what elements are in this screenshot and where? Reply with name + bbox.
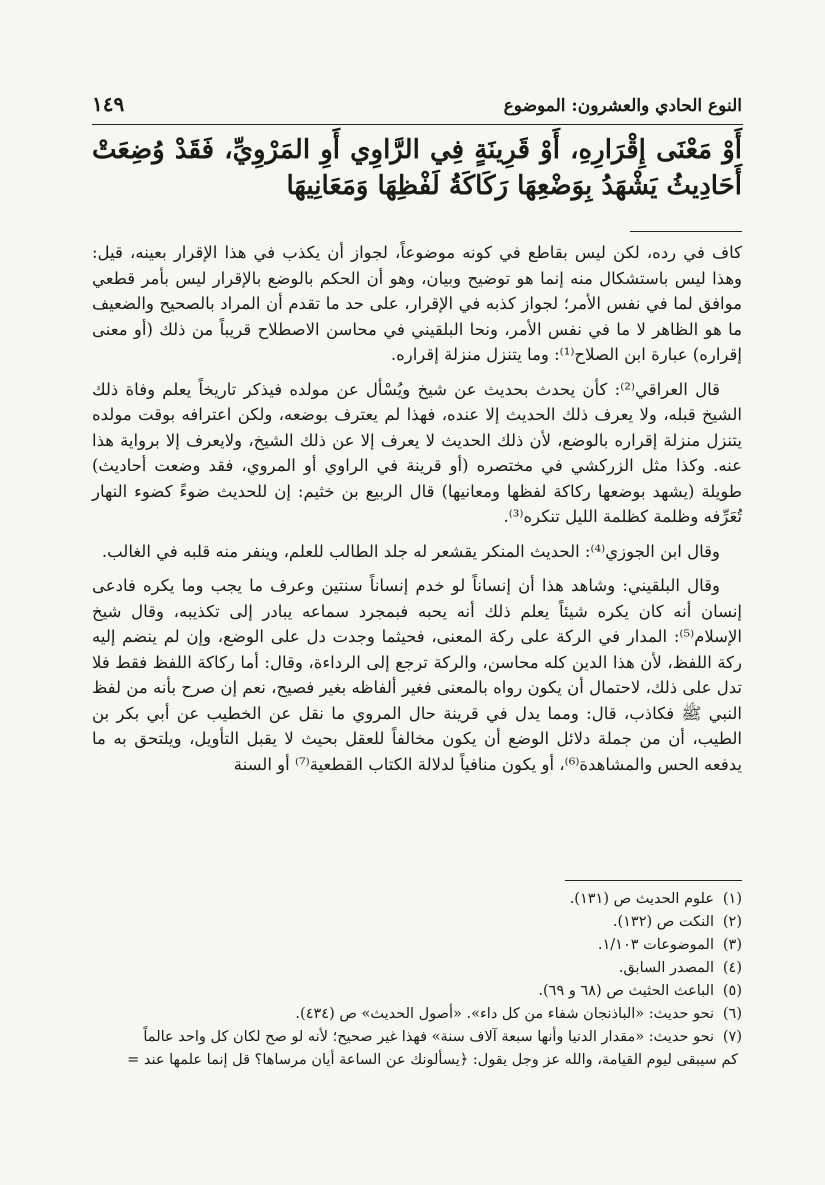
footnote	[92, 1003, 742, 1026]
footnote-text: نحو حديث: «مقدار الدنيا وأنها سبعة آلاف سنة» فهذا غير صحيح؛ لأنه لو صح لكان كل واحد عالماً	[143, 1029, 714, 1045]
footnote	[92, 888, 742, 911]
commentary-paragraph: قال العراقي⁽²⁾: كأن يحدث بحديث عن شيخ ويُسْأل عن مولده فيذكر تاريخاً يعلم وفاة ذلك الشيخ قبله، ولا يعرف ذلك الحديث إلا عنده، فهذا لم يعترف بوضعه، ولكن اعترافه بوقت مولده يتنزل منزلة إقراره بالوضع، لأن ذلك الحديث لا يعرف إلا عن ذلك الشيخ، ولايعرف إلا برواية هذا عنه. وكذا مثل الزركشي في مختصره (أو قرينة في الراوي أو المروي، فقد وضعت أحاديث) طويلة (يشهد بوضعها ركاكة لفظها ومعانيها) قال الربيع بن خثيم: إن للحديث ضوءً كضوء النهار تُعَرِّفه وظلمة كظلمة الليل تنكره⁽³⁾.	[92, 379, 742, 526]
page-number: ١٤٩	[92, 92, 125, 116]
footnotes	[92, 888, 742, 1072]
footnote-number: (٧)	[722, 1029, 742, 1045]
footnote-text: نحو حديث: «الباذنجان شفاء من كل داء». «أصول الحديث» ص (٤٣٤).	[295, 1006, 714, 1022]
footnote	[92, 934, 742, 957]
commentary-body	[92, 240, 742, 786]
footnote	[92, 911, 742, 934]
footnote-number: (١)	[722, 891, 742, 907]
footnote-number: (٣)	[722, 937, 742, 953]
footnote	[92, 957, 742, 980]
footnote-text: الباعث الحثيث ص (٦٨ و ٦٩).	[538, 983, 714, 999]
footnote-number: (٦)	[722, 1006, 742, 1022]
commentary-paragraph: كاف في رده، لكن ليس بقاطع في كونه موضوعاً، لجواز أن يكذب في هذا الإقرار بعينه، قيل: وهذا ليس باستشكال منه إنما هو توضيح وبيان، وهو أن الحكم بالوضع بالإقرار ليس بأمر قطعي موافق لما في نفس الأمر؛ لجواز كذبه في الإقرار، على حد ما تقدم أن المراد بالصحيح والضعيف ما هو الظاهر لا ما في نفس الأمر، ونحا البلقيني في محاسن الاصطلاح قريباً من ذلك (أو معنى إقراره) عبارة ابن الصلاح⁽¹⁾: وما يتنزل منزلة إقراره.	[92, 243, 742, 364]
footnotes-separator	[565, 880, 742, 881]
footnote-text: النكت ص (١٣٢).	[612, 914, 714, 930]
running-title: النوع الحادي والعشرون: الموضوع	[503, 96, 742, 116]
footnote-number: (٥)	[722, 983, 742, 999]
commentary-paragraph: وقال البلقيني: وشاهد هذا أن إنساناً لو خدم إنساناً سنتين وعرف ما يجب وما يكره فادعى إنسان أنه كان يكره شيئاً يعلم ذلك أنه يحبه فبمجرد سماعه يبادر إلى تكذيبه، وقال شيخ الإسلام⁽⁵⁾: المدار في الركة على ركة المعنى، فحيثما وجدت دل على الوضع، وإن لم ينضم إليه ركة اللفظ، لأن هذا الدين كله محاسن، والركة ترجع إلى الرداءة، وقال: أما ركاكة اللفظ فقط فلا تدل على ذلك، لاحتمال أن يكون رواه بالمعنى فغير ألفاظه بغير فصيح، نعم إن صرح بأنه من لفظ النبي ﷺ فكاذب، قال: ومما يدل في قرينة حال المروي ما نقل عن الخطيب عن أبي بكر بن الطيب، أن من جملة دلائل الوضع أن يكون مخالفاً للعقل بحيث لا يقبل التأويل، ويلتحق به ما يدفعه الحس والمشاهدة⁽⁶⁾، أو يكون منافياً لدلالة الكتاب القطعية⁽⁷⁾ أو السنة	[92, 576, 742, 774]
footnote	[92, 1026, 742, 1049]
footnote-number: (٢)	[722, 914, 742, 930]
header-rule	[92, 124, 743, 125]
footnote-continuation: كم سيبقى ليوم القيامة، والله عز وجل يقول: ﴿يسألونك عن الساعة أيان مرساها؟ قل إنما علمها عند =	[127, 1052, 738, 1068]
footnote-number: (٤)	[722, 960, 742, 976]
commentary-paragraph: وقال ابن الجوزي⁽⁴⁾: الحديث المنكر يقشعر له جلد الطالب للعلم، وينفر منه قلبه في الغالب.	[101, 541, 720, 561]
page-header	[92, 92, 742, 124]
matn-text: أَوْ مَعْنَى إِقْرَارِهِ، أَوْ قَرِينَةٍ فِي الرَّاوِي أَوِ المَرْوِيِّ، فَقَدْ وُضِعَتْ أَحَادِيثُ يَشْهَدُ بِوَضْعِهَا رَكَاكَةُ لَفْظِهَا وَمَعَانِيهَا	[92, 135, 742, 201]
footnote-text: الموضوعات ١/١٠٣.	[597, 937, 714, 953]
footnote-text: المصدر السابق.	[618, 960, 714, 976]
footnote-text: علوم الحديث ص (١٣١).	[569, 891, 714, 907]
matn-separator	[630, 231, 742, 232]
footnote	[92, 980, 742, 1003]
